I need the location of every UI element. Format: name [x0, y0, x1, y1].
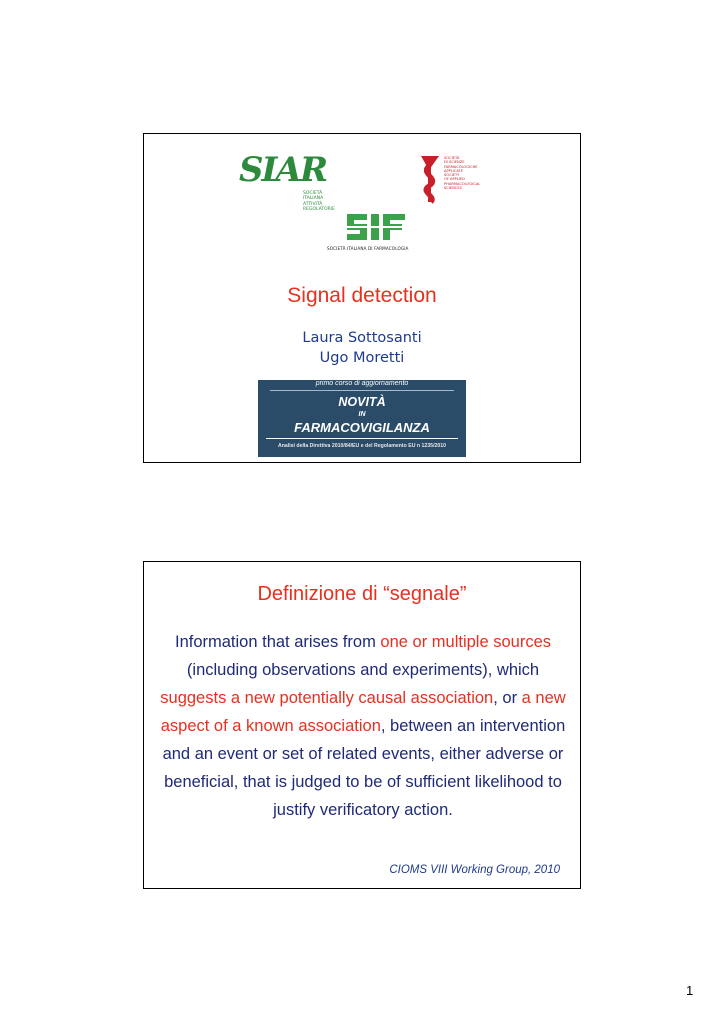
banner-top-text: primo corso di aggiornamento: [315, 380, 409, 387]
definition-highlight: suggests a new potentially causal association: [160, 689, 494, 707]
banner-divider: [266, 438, 458, 439]
definition-text-part: (including observations and experiments), which: [186, 661, 540, 679]
banner-subtitle: Analisi della Direttiva 2010/84/EU e del Regolamento EU n 1235/2010: [277, 443, 447, 449]
definition-text-part: Information that arises from: [174, 633, 381, 651]
slide-1-title: Signal detection: [287, 284, 437, 307]
author-name: Ugo Moretti: [319, 350, 405, 366]
banner-divider: [270, 390, 454, 391]
citation: CIOMS VIII Working Group, 2010: [389, 864, 560, 876]
definition-highlight: a new aspect of a known association: [160, 689, 566, 735]
siar-logo-subtitle: SOCIETÀ ITALIANA ATTIVITÀ REGOLATORIE: [303, 191, 335, 213]
definition-highlight: one or multiple sources: [380, 633, 551, 651]
slide-2: [143, 561, 581, 889]
definition-text: [156, 628, 570, 824]
ssf-logo-text: SOCIETÀ DI SCIENZE FARMACOLOGICHE APPLICATE SOCIETY OF APPLIED PHARMACOLOGICAL SCIENCES: [444, 156, 481, 191]
sif-logo-mark: [345, 210, 409, 244]
slide-2-title: Definizione di “segnale”: [257, 583, 467, 605]
banner-farmacovigilanza: FARMACOVIGILANZA: [294, 420, 430, 435]
definition-text-part: , or: [493, 689, 522, 707]
page-number: 1: [686, 983, 694, 998]
sif-logo-caption: SOCIETÀ ITALIANA DI FARMACOLOGIA: [327, 246, 409, 251]
ssf-logo: [417, 152, 497, 207]
banner-in: IN: [358, 411, 366, 418]
banner-novita: NOVITÀ: [338, 395, 386, 409]
siar-logo: [239, 150, 354, 213]
slide-1: [143, 133, 581, 463]
course-banner: [258, 380, 466, 457]
definition-text-part: , between an intervention and an event or set of related events, either adverse or beneficial, that is judged to be of sufficient likelihood to justify verificatory action.: [162, 717, 566, 819]
sif-logo: [327, 210, 427, 250]
siar-logo-word: SIAR: [239, 150, 327, 190]
author-name: Laura Sottosanti: [302, 330, 422, 346]
caduceus-icon: [417, 152, 447, 204]
